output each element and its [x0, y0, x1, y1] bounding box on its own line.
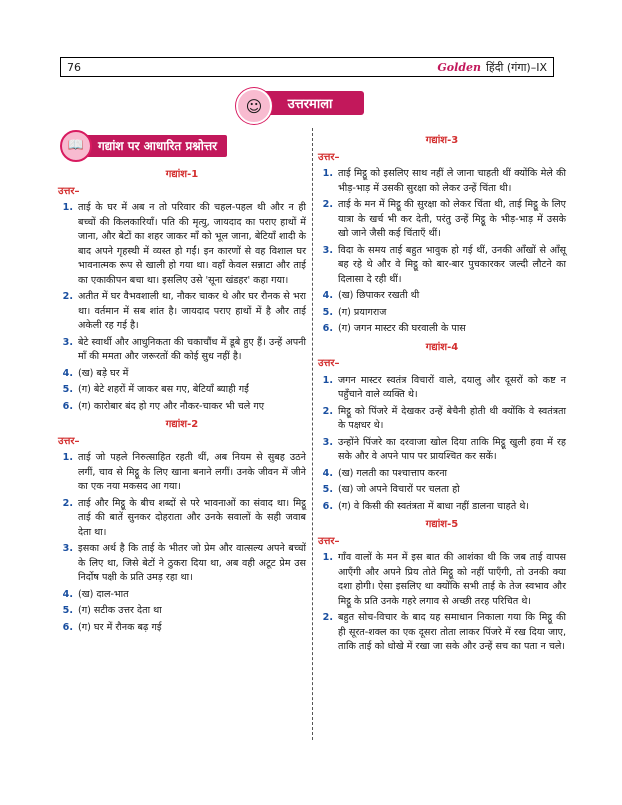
answer-item	[318, 405, 566, 434]
banner-title: उत्तरमाला	[256, 91, 364, 115]
passage-heading: गद्यांश-1	[165, 169, 199, 180]
answer-text: (ख) छिपाकर रखती थी	[338, 290, 420, 301]
answer-item	[58, 290, 306, 334]
answer-item	[58, 497, 306, 541]
answer-item	[58, 400, 306, 415]
answer-list	[318, 167, 566, 337]
answer-item	[318, 467, 566, 482]
answer-number: 1.	[322, 168, 333, 179]
left-column	[58, 130, 306, 637]
answer-text: (ग) सटीक उत्तर देता था	[78, 605, 162, 616]
answer-text: (ग) जगन मास्टर की घरवाली के पास	[338, 323, 466, 334]
answer-text: ताई और मिट्ठू के बीच शब्दों से परे भावनाओं का संवाद था। मिट्ठू ताई की बातें सुनकर दोहराता और उनके सवालों के सही जवाब देता था।	[78, 497, 306, 538]
answer-label: उत्तर–	[318, 535, 340, 547]
answer-text: बेटे स्वार्थी और आधुनिकता की चकाचौंध में डूबे हुए हैं। उन्हें अपनी माँ की ममता और जरूरतों की कोई सुध नहीं है।	[78, 336, 306, 362]
answer-text: गाँव वालों के मन में इस बात की आशंका थी कि जब ताई वापस आएँगी और अपने प्रिय तोते मिट्ठू को नहीं पाएँगी, तो उनकी क्या दशा होगी। ऐसा इसलिए था क्योंकि सभी ताई के तेज स्वभाव और मिट्ठू के प्रति उनके गहरे लगाव से अच्छी तरह परिचित थे।	[338, 552, 566, 607]
answer-item	[58, 201, 306, 288]
answer-text: (ख) गलती का पश्चात्ताप करना	[338, 467, 448, 479]
answer-item	[318, 500, 566, 515]
right-column	[318, 130, 566, 657]
book-icon: 📖	[60, 130, 92, 162]
answer-item	[318, 198, 566, 242]
answer-number: 6.	[62, 400, 73, 412]
book-info	[437, 60, 547, 75]
answer-number: 3.	[322, 436, 333, 448]
answer-number: 1.	[62, 452, 73, 463]
answer-item	[58, 367, 306, 382]
answer-text: (ग) वे किसी की स्वतंत्रता में बाधा नहीं डालना चाहते थे।	[338, 500, 530, 512]
answer-text: अतीत में घर वैभवशाली था, नौकर चाकर थे और घर रौनक से भरा था। वर्तमान में सब शांत है। जायदाद पराए हाथों में है और ताई अकेली रह गई है।	[78, 291, 306, 331]
answer-item	[58, 542, 306, 586]
answer-text: इसका अर्थ है कि ताई के भीतर जो प्रेम और वात्सल्य अपने बच्चों के लिए था, जिसे बेटों ने ठुकरा दिया था, अब वही अटूट प्रेम उस निर्दोष पक्षी के प्रति उमड़ रहा था।	[78, 543, 306, 583]
answer-text: विदा के समय ताई बहुत भावुक हो गई थीं, उनकी आँखों से आँसू बह रहे थे और वे मिट्ठू को बार-बार पुचकारकर जल्दी लौटने का दिलासा दे रही थीं।	[338, 244, 566, 285]
answer-number: 1.	[62, 202, 73, 213]
answer-item	[318, 374, 566, 403]
answer-item	[58, 451, 306, 495]
answer-item	[58, 588, 306, 603]
answer-list	[318, 551, 566, 655]
section-title: गद्यांश पर आधारित प्रश्नोत्तर	[82, 135, 227, 158]
answer-number: 2.	[322, 612, 333, 623]
answer-number: 3.	[62, 336, 73, 348]
answer-text: (ग) घर में रौनक बढ़ गई	[78, 621, 162, 633]
answer-item	[318, 244, 566, 288]
answer-item	[318, 322, 566, 337]
answer-number: 4.	[62, 588, 73, 600]
answer-number: 4.	[322, 290, 333, 301]
answer-list	[318, 374, 566, 515]
answer-text: मिट्ठू को पिंजरे में देखकर उन्हें बेचैनी होती थी क्योंकि वे स्वतंत्रता के पक्षधर थे।	[338, 405, 566, 431]
answer-text: (ग) प्रयागराज	[338, 306, 387, 318]
answer-number: 2.	[322, 405, 333, 417]
answer-item	[318, 167, 566, 196]
answer-text: ताई के घर में अब न तो परिवार की चहल-पहल थी और न ही बच्चों की किलकारियाँ। पति की मृत्यु, जायदाद का पराए हाथों में जाना, और बेटों का शहर जाकर माँ को भूल जाना, बेटियाँ शादी के बाद अपने गृहस्थी में व्यस्त हो गईं। इन कारणों से वह विशाल घर भावनात्मक रूप से खाली हो गया था। वहाँ केवल सन्नाटा और ताई का एकाकीपन बचा था। इसलिए उसे 'सूना खंडहर' कहा गया।	[78, 202, 306, 286]
answer-number: 6.	[62, 621, 73, 633]
answer-item	[58, 604, 306, 619]
answer-text: ताई के मन में मिट्ठू की सुरक्षा को लेकर चिंता थी, ताई मिट्ठू के लिए यात्रा के खर्च भी कर देती, परंतु उन्हें मिट्ठू के भीड़-भाड़ में उसके खो जाने जैसी कई चिंताएँ थीं।	[338, 199, 566, 239]
passage-heading: गद्यांश-3	[425, 135, 459, 146]
answer-number: 5.	[62, 384, 73, 395]
passage-heading: गद्यांश-2	[165, 419, 199, 430]
page-header	[60, 57, 554, 77]
answer-item	[318, 306, 566, 321]
section-heading	[60, 130, 306, 162]
answer-list	[58, 201, 306, 414]
answer-item	[318, 483, 566, 498]
answer-number: 5.	[62, 605, 73, 616]
answer-item	[318, 551, 566, 609]
answer-number: 6.	[322, 500, 333, 512]
answer-number: 3.	[322, 244, 333, 256]
answer-text: उन्होंने पिंजरे का दरवाजा खोल दिया ताकि मिट्ठू खुली हवा में रह सके और वे अपने पाप पर प्रायश्चित कर सकें।	[338, 436, 566, 462]
answer-item	[58, 621, 306, 636]
answer-item	[318, 289, 566, 304]
answer-label: उत्तर–	[58, 185, 80, 197]
answer-number: 4.	[62, 367, 73, 379]
answer-text: ताई जो पहले निरुत्साहित रहती थीं, अब नियम से सुबह उठने लगीं, चाव से मिट्ठू के लिए खाना बनाने लगीं। उनके जीवन में जीने का एक नया मकसद आ गया।	[78, 452, 306, 492]
answer-label: उत्तर–	[318, 358, 340, 369]
passage-heading: गद्यांश-4	[425, 341, 459, 353]
answer-number: 3.	[62, 543, 73, 554]
answer-item	[318, 436, 566, 465]
answer-list	[58, 451, 306, 635]
answer-number: 5.	[322, 484, 333, 495]
answer-number: 2.	[322, 199, 333, 210]
answer-number: 1.	[322, 374, 333, 386]
answer-item	[318, 611, 566, 655]
page-number: 76	[67, 60, 81, 74]
answer-item	[58, 336, 306, 365]
answer-text: (ख) जो अपने विचारों पर चलता हो	[338, 484, 460, 495]
answer-number: 4.	[322, 467, 333, 479]
answer-number: 2.	[62, 291, 73, 302]
answer-number: 1.	[322, 552, 333, 563]
answer-number: 6.	[322, 323, 333, 334]
answer-text: ताई मिट्ठू को इसलिए साथ नहीं ले जाना चाहती थीं क्योंकि मेले की भीड़-भाड़ में उसकी सुरक्षा को लेकर उन्हें चिंता थी।	[338, 168, 566, 194]
answer-number: 2.	[62, 497, 73, 509]
student-face-icon: ☺	[236, 88, 272, 124]
answer-text: जगन मास्टर स्वतंत्र विचारों वाले, दयालु और दूसरों को कष्ट न पहुँचाने वाले व्यक्ति थे।	[338, 374, 566, 400]
answer-text: बहुत सोच-विचार के बाद यह समाधान निकाला गया कि मिट्ठू की ही सूरत-शक्ल का एक दूसरा तोता लाकर पिंजरे में रख दिया जाए, ताकि ताई को धोखे में रखा जा सके और उन्हें सच का पता न चले।	[338, 612, 566, 652]
answer-number: 5.	[322, 306, 333, 318]
passage-heading: गद्यांश-5	[425, 519, 459, 530]
brand-logo: Golden	[437, 60, 482, 74]
answer-text: (ख) बड़े घर में	[78, 367, 129, 379]
answer-label: उत्तर–	[318, 151, 340, 163]
answer-label: उत्तर–	[58, 435, 80, 447]
answer-text: (ग) बेटे शहरों में जाकर बस गए, बेटियाँ ब्याही गईं	[78, 384, 249, 395]
column-divider	[312, 128, 313, 740]
answers-banner	[236, 88, 364, 118]
answer-text: (ख) दाल-भात	[78, 588, 129, 600]
answer-item	[58, 383, 306, 398]
answer-text: (ग) कारोबार बंद हो गए और नौकर-चाकर भी चले गए	[78, 400, 265, 412]
book-title: हिंदी (गंगा)–IX	[486, 60, 547, 74]
